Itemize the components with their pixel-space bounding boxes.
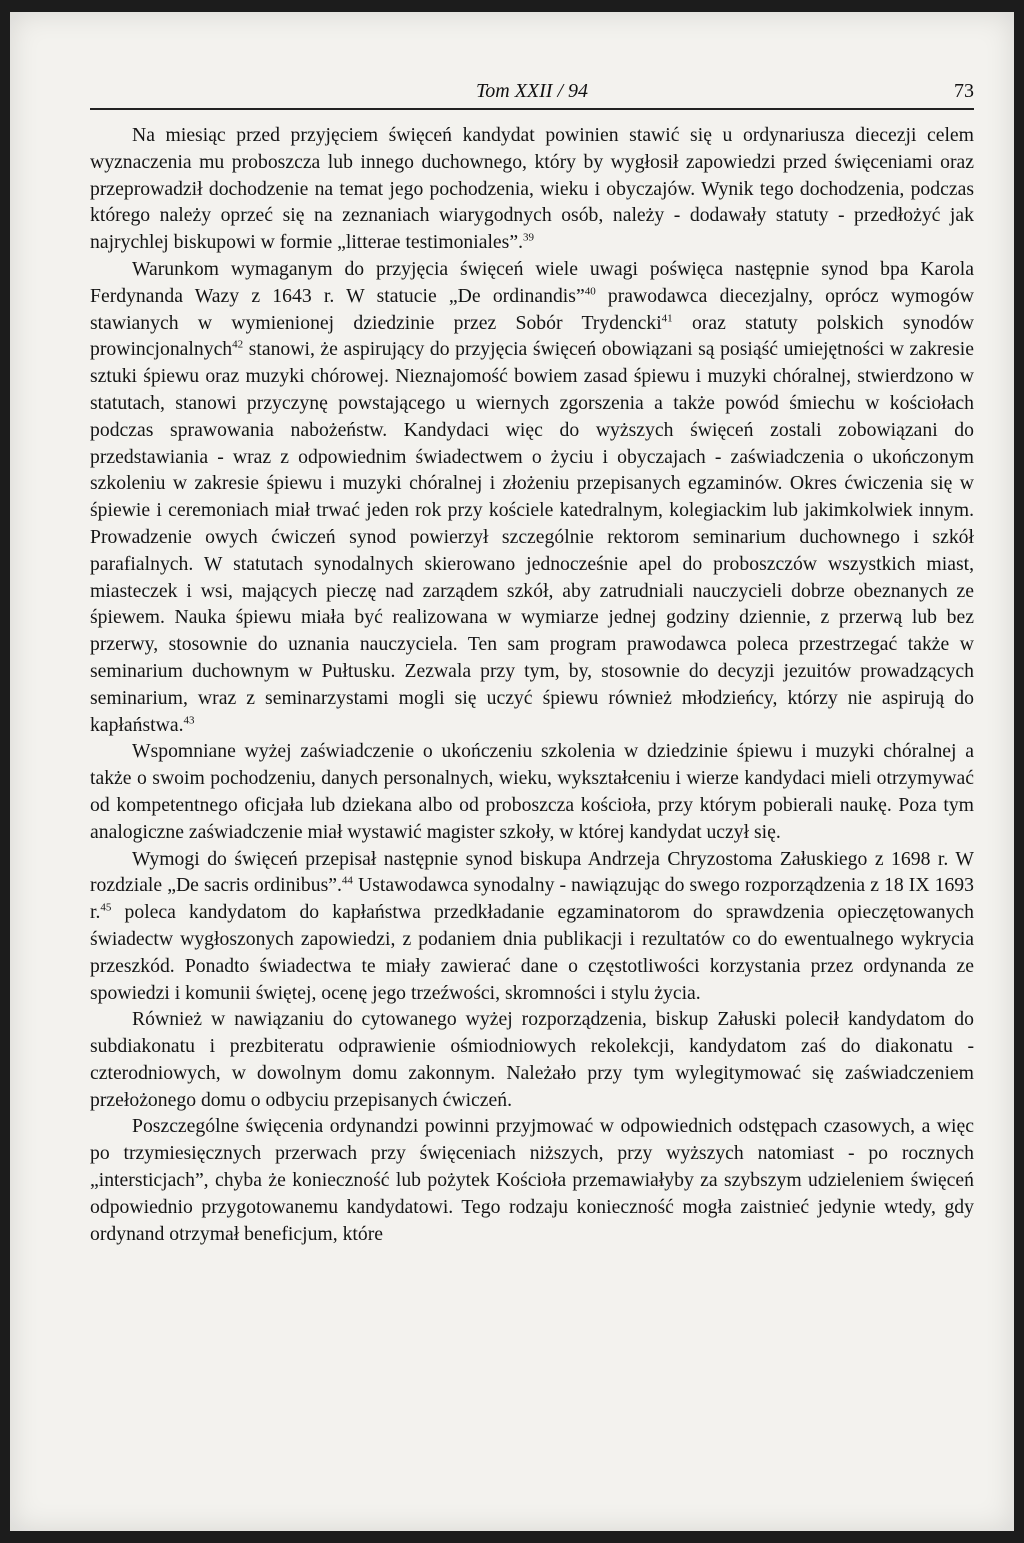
text-run: Również w nawiązaniu do cytowanego wyżej rozporządzenia, biskup Załuski polecił kandydatom do subdiakonatu i prezbiteratu odprawienie ośmiodniowych rekolekcji, kandydatom zaś do diakonatu - czterodniowych, w dowolnym domu zakonnym. Należało przy tym wylegitymować się zaświadczeniem przełożonego domu o odbyciu przepisanych ćwiczeń. <box>90 1008 974 1111</box>
document-page <box>10 12 1014 1531</box>
text-run: prawodawca diecezjalny, oprócz wymogów stawianych w wymienionej dziedzinie przez Sobór Trydencki <box>90 284 974 334</box>
footnote-ref: 44 <box>341 874 353 887</box>
footnote-ref: 42 <box>232 338 244 351</box>
running-title: Tom XXII / 94 <box>475 80 589 102</box>
footnote-ref: 39 <box>523 231 534 244</box>
footnote-ref: 43 <box>183 713 195 726</box>
body-text <box>90 122 974 1247</box>
paragraph <box>90 846 974 1007</box>
text-run: Ustawodawca synodalny - nawiązując do swego rozporządzenia z 18 IX 1693 r. <box>90 874 974 924</box>
text-run: Wspomniane wyżej zaświadczenie o ukończeniu szkolenia w dziedzinie śpiewu i muzyki chóralnej a także o swoim pochodzeniu, danych personalnych, wieku, wykształceniu i wierze kandydaci mieli otrzymywać od kompetentnego oficjała lub dziekana albo od proboszcza kościoła, przy którym pobierali naukę. Poza tym analogiczne zaświadczenie miał wystawić magister szkoły, w której kandydat uczył się. <box>90 740 974 843</box>
paragraph <box>90 122 974 256</box>
paragraph <box>90 256 974 738</box>
page-header <box>90 74 974 110</box>
text-run: stanowi, że aspirujący do przyjęcia święceń obowiązani są posiąść umiejętności w zakresie sztuki śpiewu oraz muzyki chórowej. Nieznajomość bowiem zasad śpiewu i muzyki chóralnej, stwierdzono w statutach, stanowi przyczynę powstającego u wiernych zgorszenia a także powód śmiechu w kościołach podczas sprawowania nabożeństw. Kandydaci więc do wyższych święceń zostali zobowiązani do przedstawiania - wraz z odpowiednim świadectwem o życiu i obyczajach - zaświadczenia o ukończonym szkoleniu w zakresie śpiewu i muzyki chóralnej i złożeniu przepisanych egzaminów. Okres ćwiczenia się w śpiewie i ceremoniach miał trwać jeden rok przy kościele katedralnym, kolegiackim lub jakimkolwiek innym. Prowadzenie owych ćwiczeń synod powierzył szczególnie rektorom seminarium duchownego i szkół parafialnych. W statutach synodalnych skierowano jednocześnie apel do proboszczów wszystkich miast, miasteczek i wsi, mających pieczę nad zarządem szkół, aby zatrudniali nauczycieli dobrze obeznanych ze śpiewem. Nauka śpiewu miała być realizowana w wymiarze jednej godziny dziennie, z przerwą lub bez przerwy, stosownie do uznania nauczyciela. Ten sam program prawodawca poleca przestrzegać także w seminarium duchownym w Pułtusku. Zezwala przy tym, by, stosownie do decyzji jezuitów prowadzących seminarium, wraz z seminarzystami mogli się uczyć śpiewu również młodzieńcy, którzy nie aspirują do kapłaństwa. <box>90 338 974 736</box>
text-run: oraz statuty polskich synodów prowincjonalnych <box>90 311 974 361</box>
paragraph <box>90 1006 974 1113</box>
footnote-ref: 45 <box>100 901 112 914</box>
footnote-ref: 40 <box>584 285 596 298</box>
page-number: 73 <box>954 80 974 102</box>
paragraph <box>90 738 974 845</box>
text-run: Poszczególne święcenia ordynandzi powinni przyjmować w odpowiednich odstępach czasowych, a więc po trzymiesięcznych przerwach przy święceniach niższych, przy wyższych natomiast - po rocznych „intersticjach”, chyba że konieczność lub pożytek Kościoła przemawiałyby za szybszym udzieleniem święceń odpowiednio przygotowanemu kandydatowi. Tego rodzaju konieczność mogła zaistnieć jedynie wtedy, gdy ordynand otrzymał beneficjum, które <box>90 1115 974 1245</box>
text-run: Wymogi do święceń przepisał następnie synod biskupa Andrzeja Chryzostoma Załuskiego z 1698 r. W rozdziale „De sacris ordinibus”. <box>90 847 974 897</box>
footnote-ref: 41 <box>661 312 673 325</box>
paragraph <box>90 1113 974 1247</box>
text-run: poleca kandydatom do kapłaństwa przedkładanie egzaminatorom do sprawdzenia opieczętowanych świadectw wygłoszonych zapowiedzi, z podaniem dnia publikacji i rezultatów co do ewentualnego wykrycia przeszkód. Ponadto świadectwa te miały zawierać dane o częstotliwości korzystania przez ordynanda ze spowiedzi i komunii świętej, ocenę jego trzeźwości, skromności i stylu życia. <box>90 901 974 1004</box>
text-run: Na miesiąc przed przyjęciem święceń kandydat powinien stawić się u ordynariusza diecezji celem wyznaczenia mu proboszcza lub innego duchownego, który by wygłosił zapowiedzi przed święceniami oraz przeprowadził dochodzenie na temat jego pochodzenia, wieku i obyczajów. Wynik tego dochodzenia, podczas którego należy oprzeć się na zeznaniach wiarygodnych osób, należy - dodawały statuty - przedłożyć jak najrychlej biskupowi w formie „litterae testimoniales”. <box>90 124 974 254</box>
text-run: Warunkom wymaganym do przyjęcia święceń wiele uwagi poświęca następnie synod bpa Karola Ferdynanda Wazy z 1643 r. W statucie „De ordinandis” <box>90 257 974 307</box>
